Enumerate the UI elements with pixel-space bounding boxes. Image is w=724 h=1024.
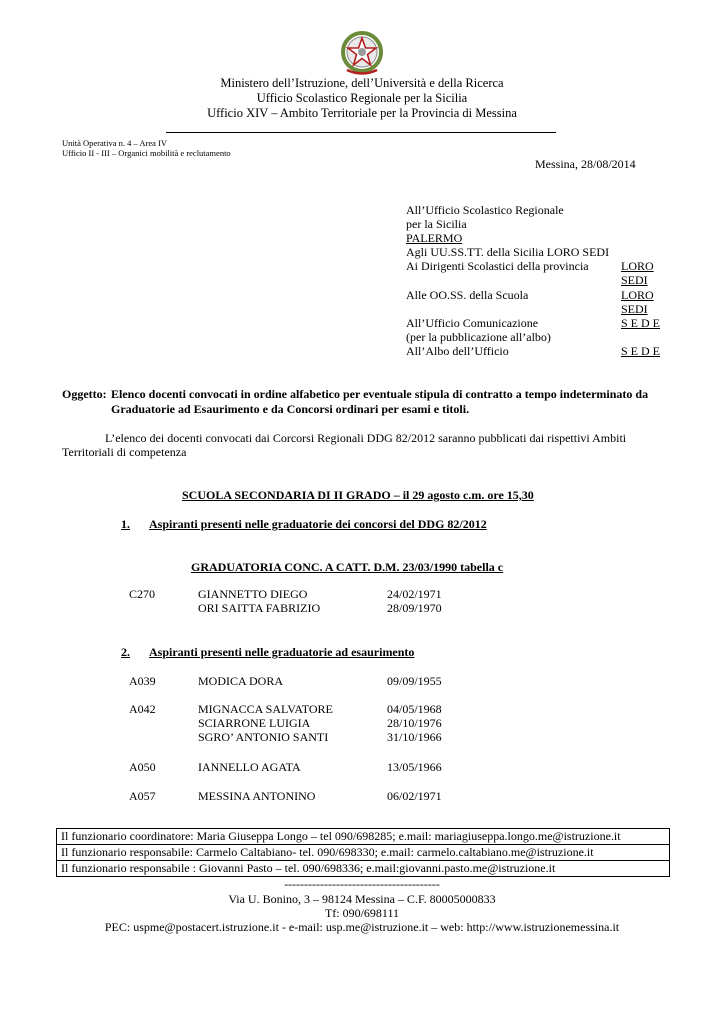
candidate-name: IANNELLO AGATA: [198, 760, 301, 774]
part2-title: Aspiranti presenti nelle graduatorie ad esaurimento: [149, 645, 415, 659]
part1-number: 1.: [121, 517, 130, 531]
subject-line-2: Graduatorie ad Esaurimento e da Concorsi ordinari per esami e titoli.: [111, 402, 470, 416]
recipient-line: All’Ufficio Scolastico Regionale: [406, 203, 564, 217]
intro-line-1: L’elenco dei docenti convocati dai Corcorsi Regionali DDG 82/2012 saranno pubblicati dai rispettivi Ambiti: [105, 431, 627, 445]
candidate-name: MESSINA ANTONINO: [198, 789, 316, 803]
part2-number: 2.: [121, 645, 130, 659]
contact-coordinator: Il funzionario coordinatore: Maria Giuseppa Longo – tel 090/698285; e.mail: mariagiuseppa.longo.me@istruzione.it: [57, 829, 669, 845]
class-code: A050: [129, 760, 156, 774]
class-code: A039: [129, 674, 156, 688]
birth-date: 28/09/1970: [387, 601, 442, 615]
contact-responsible-2: Il funzionario responsabile : Giovanni Pasto – tel. 090/698336; e.mail:giovanni.pasto.me@istruzione.it: [61, 861, 556, 875]
intro-line-2: Territoriali di competenza: [62, 445, 187, 459]
recipient-line: Agli UU.SS.TT. della Sicilia LORO SEDI: [406, 245, 610, 259]
recipient-line: Alle OO.SS. della Scuola: [406, 288, 529, 302]
birth-date: 28/10/1976: [387, 716, 442, 730]
unit-line-2: Ufficio II - III – Organici mobilità e reclutamento: [62, 148, 231, 158]
birth-date: 04/05/1968: [387, 702, 442, 716]
birth-date: 06/02/1971: [387, 789, 442, 803]
candidate-name: ORI SAITTA FABRIZIO: [198, 601, 321, 615]
recipient-sede: S E D E: [621, 316, 660, 330]
recipient-line: All’Albo dell’Ufficio: [406, 344, 509, 358]
footer-phone: Tf: 090/698111: [324, 906, 400, 920]
part1-subtitle: GRADUATORIA CONC. A CATT. D.M. 23/03/1990 tabella c: [191, 560, 504, 574]
birth-date: 09/09/1955: [387, 674, 442, 688]
contact-responsible-1: Il funzionario responsabile: Carmelo Caltabiano- tel. 090/698330; e.mail: carmelo.caltabiano.me@istruzione.it: [57, 845, 669, 861]
recipient-line: (per la pubblicazione all’albo): [406, 330, 551, 344]
recipient-line: per la Sicilia: [406, 217, 467, 231]
class-code: A057: [129, 789, 156, 803]
candidate-name: GIANNETTO DIEGO: [198, 587, 308, 601]
birth-date: 13/05/1966: [387, 760, 442, 774]
candidate-name: SCIARRONE LUIGIA: [198, 716, 311, 730]
territorial-office-name: Ufficio XIV – Ambito Territoriale per la Provincia di Messina: [207, 106, 517, 120]
birth-date: 31/10/1966: [387, 730, 442, 744]
part1-title: Aspiranti presenti nelle graduatorie dei concorsi del DDG 82/2012: [149, 517, 487, 531]
ministry-name: Ministero dell’Istruzione, dell’Università e della Ricerca: [220, 76, 504, 90]
document-date: Messina, 28/08/2014: [535, 157, 636, 171]
recipient-sede: LORO: [621, 259, 654, 273]
recipient-line: PALERMO: [406, 231, 463, 245]
footer-pec-email-web: PEC: uspme@postacert.istruzione.it - e-mail: usp.me@istruzione.it – web: http://www.istruzionemessina.it: [104, 920, 620, 934]
footer-separator: ---------------------------------------: [284, 877, 440, 891]
candidate-name: SGRO’ ANTONIO SANTI: [198, 730, 329, 744]
recipient-sede: LORO: [621, 288, 654, 302]
regional-office-name: Ufficio Scolastico Regionale per la Sicilia: [256, 91, 468, 105]
birth-date: 24/02/1971: [387, 587, 442, 601]
contacts-box: [56, 828, 670, 877]
subject-label: Oggetto:: [62, 387, 107, 401]
class-code: A042: [129, 702, 156, 716]
unit-line-1: Unità Operativa n. 4 – Area IV: [62, 138, 168, 148]
italian-republic-emblem-icon: [337, 30, 387, 78]
section-title: SCUOLA SECONDARIA DI II GRADO – il 29 agosto c.m. ore 15,30: [182, 488, 534, 502]
recipient-line: Ai Dirigenti Scolastici della provincia: [406, 259, 589, 273]
candidate-name: MIGNACCA SALVATORE: [198, 702, 333, 716]
footer-address: Via U. Bonino, 3 – 98124 Messina – C.F. 80005000833: [228, 892, 496, 906]
header-divider: [166, 132, 556, 133]
subject-line-1: Elenco docenti convocati in ordine alfabetico per eventuale stipula di contratto a tempo indeterminato da: [111, 387, 649, 401]
recipient-sede: SEDI: [621, 302, 648, 316]
recipient-sede: S E D E: [621, 344, 660, 358]
recipient-line: All’Ufficio Comunicazione: [406, 316, 539, 330]
recipient-sede: SEDI: [621, 273, 648, 287]
candidate-name: MODICA DORA: [198, 674, 284, 688]
class-code: C270: [129, 587, 156, 601]
